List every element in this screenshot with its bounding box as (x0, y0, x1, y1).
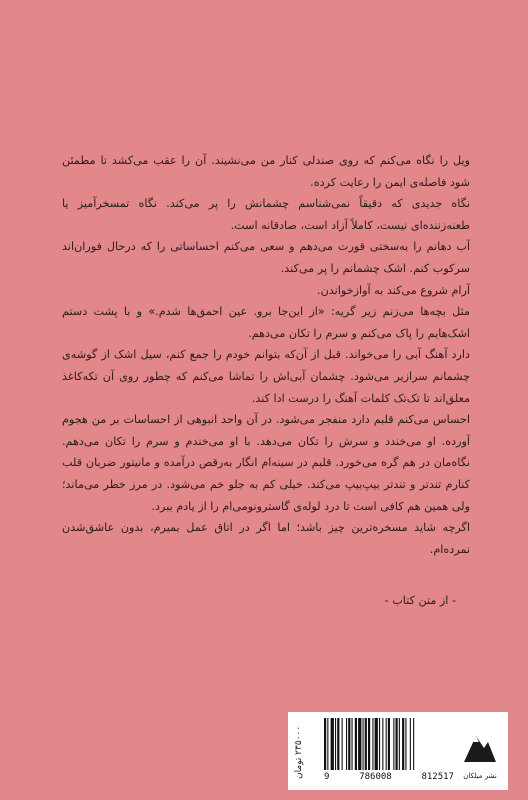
isbn-prefix: 9 (324, 772, 330, 782)
paragraph-1: ویل را نگاه می‌کنم که روی صندلی کنار من می‌نشیند. آن را عقب می‌کشد تا مطمئن شود فاصله‌ی ایمن را رعایت کرده. (62, 154, 470, 189)
paragraph-6: دارد آهنگ آبی را می‌خواند. قبل از آن‌که بتوانم خودم را جمع کنم، سیل اشک از گوشه‌ی چشمانم سرازیر می‌شود. چشمان آبی‌اش را تماشا می‌کنم که چطور روی آن تکه‌کاغذ معلق‌اند تا تک‌تک کلمات آهنگ را درست ادا کند. (62, 348, 470, 405)
paragraph-5: مثل بچه‌ها می‌زنم زیر گریه: «از این‌جا برو. عین احمق‌ها شدم.» و با پشت دستم اشک‌هایم را پاک می‌کنم و سرم را تکان می‌دهم. (62, 305, 470, 340)
isbn-group-2: 812517 (421, 772, 454, 782)
source-note: - از متن کتاب - (384, 594, 456, 607)
isbn-number (324, 772, 454, 782)
excerpt-text (62, 150, 470, 560)
barcode-graphic (322, 718, 452, 770)
paragraph-8: اگرچه شاید مسخره‌ترین چیز باشد؛ اما اگر در اتاق عمل بمیرم، بدون عاشق‌شدن نمرده‌ام. (62, 521, 470, 556)
mountain-logo-icon (460, 722, 500, 766)
paragraph-3: آب دهانم را به‌سختی قورت می‌دهم و سعی می‌کنم احساساتی را که درحال فوران‌اند سرکوب کنم. اشک چشمانم را پر می‌کند. (62, 240, 470, 275)
price-label: ۲۳۵۰۰۰ تومان (294, 725, 304, 779)
publisher-logo (456, 722, 504, 784)
publisher-name: نشر میلکان (463, 772, 497, 780)
isbn-group-1: 786008 (359, 772, 392, 782)
paragraph-2: نگاه جدیدی که دقیقاً نمی‌شناسم چشمانش را پر می‌کند. نگاه تمسخرآمیز یا طعنه‌زننده‌ای نیست، کاملاً آزاد است، صادقانه است. (62, 197, 470, 232)
paragraph-7: احساس می‌کنم قلبم دارد منفجر می‌شود. در آن واحد انبوهی از احساسات بر من هجوم آورده. او می‌خندد و سرش را تکان می‌دهد. با او می‌خندم و سرم را تکان می‌دهم. نگاه‌مان در هم گره می‌خورد. قلبم در سینه‌ام انگار به‌رقص درآمده و مانیتور ضربان قلب کنارم تندتر و تندتر بیپ‌بیپ می‌کند. خیلی کم به جلو خم می‌شود. در مرز خطر می‌ماند؛ ولی همین هم کافی است تا درد لوله‌ی گاسترونومی‌ام را از یادم ببرد. (62, 413, 470, 513)
paragraph-4: آرام شروع می‌کند به آواز‌خواندن. (317, 283, 470, 297)
